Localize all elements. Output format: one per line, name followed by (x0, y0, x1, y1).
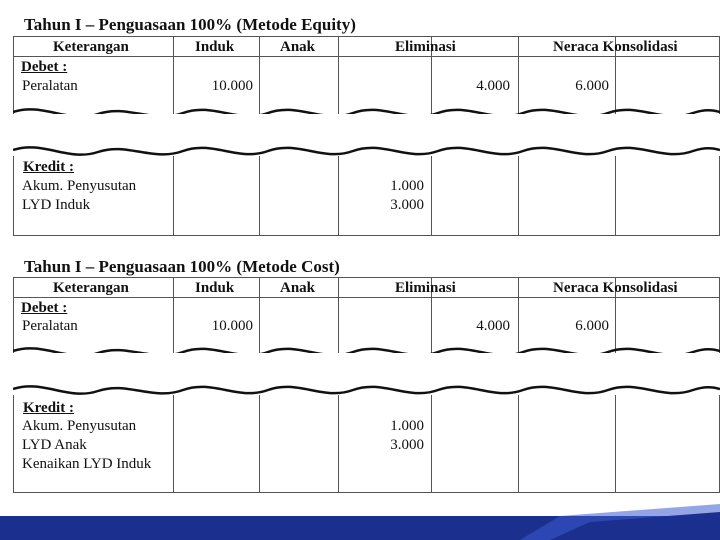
header-neraca-konsolidasi: Neraca Konsolidasi (553, 39, 678, 55)
row-label: Akum. Penyusutan (22, 178, 137, 194)
kredit-label: Kredit : (23, 400, 74, 416)
header-anak: Anak (280, 39, 316, 55)
row-divider (13, 56, 720, 57)
row-label: LYD Anak (22, 437, 87, 453)
cell-induk: 10.000 (211, 78, 253, 94)
worksheet-table-cost (13, 277, 720, 493)
row-label: LYD Induk (22, 197, 91, 213)
cell-eliminasi-debit: 3.000 (390, 197, 424, 213)
row-divider (13, 36, 720, 37)
cell-eliminasi-debit: 1.000 (390, 178, 424, 194)
table-break-wave (13, 100, 720, 170)
header-induk: Induk (195, 39, 235, 55)
row-divider (13, 277, 720, 278)
row-divider (13, 235, 720, 236)
table-break-wave (13, 339, 720, 409)
header-induk: Induk (195, 280, 235, 296)
row-divider (13, 492, 720, 493)
cell-eliminasi-debit: 3.000 (390, 437, 424, 453)
header-eliminasi: Eliminasi (395, 39, 456, 55)
row-divider (13, 297, 720, 298)
kredit-label: Kredit : (23, 159, 74, 175)
header-neraca-konsolidasi: Neraca Konsolidasi (553, 280, 678, 296)
section-title-equity: Tahun I – Penguasaan 100% (Metode Equity) (24, 15, 356, 34)
cell-neraca: 6.000 (575, 78, 609, 94)
cell-induk: 10.000 (211, 318, 253, 334)
cell-eliminasi-kredit: 4.000 (476, 78, 510, 94)
header-anak: Anak (280, 280, 316, 296)
cell-neraca: 6.000 (575, 318, 609, 334)
section-title-cost: Tahun I – Penguasaan 100% (Metode Cost) (24, 257, 340, 276)
row-label-peralatan: Peralatan (22, 78, 78, 94)
debet-label: Debet : (21, 59, 68, 75)
header-keterangan: Keterangan (53, 280, 129, 296)
cell-eliminasi-debit: 1.000 (390, 418, 424, 434)
row-label: Akum. Penyusutan (22, 418, 137, 434)
debet-label: Debet : (21, 300, 68, 316)
header-eliminasi: Eliminasi (395, 280, 456, 296)
row-label: Kenaikan LYD Induk (22, 456, 152, 472)
cell-eliminasi-kredit: 4.000 (476, 318, 510, 334)
footer-accent (520, 500, 720, 540)
row-label-peralatan: Peralatan (22, 318, 78, 334)
worksheet-table-equity (13, 36, 720, 236)
header-keterangan: Keterangan (53, 39, 129, 55)
